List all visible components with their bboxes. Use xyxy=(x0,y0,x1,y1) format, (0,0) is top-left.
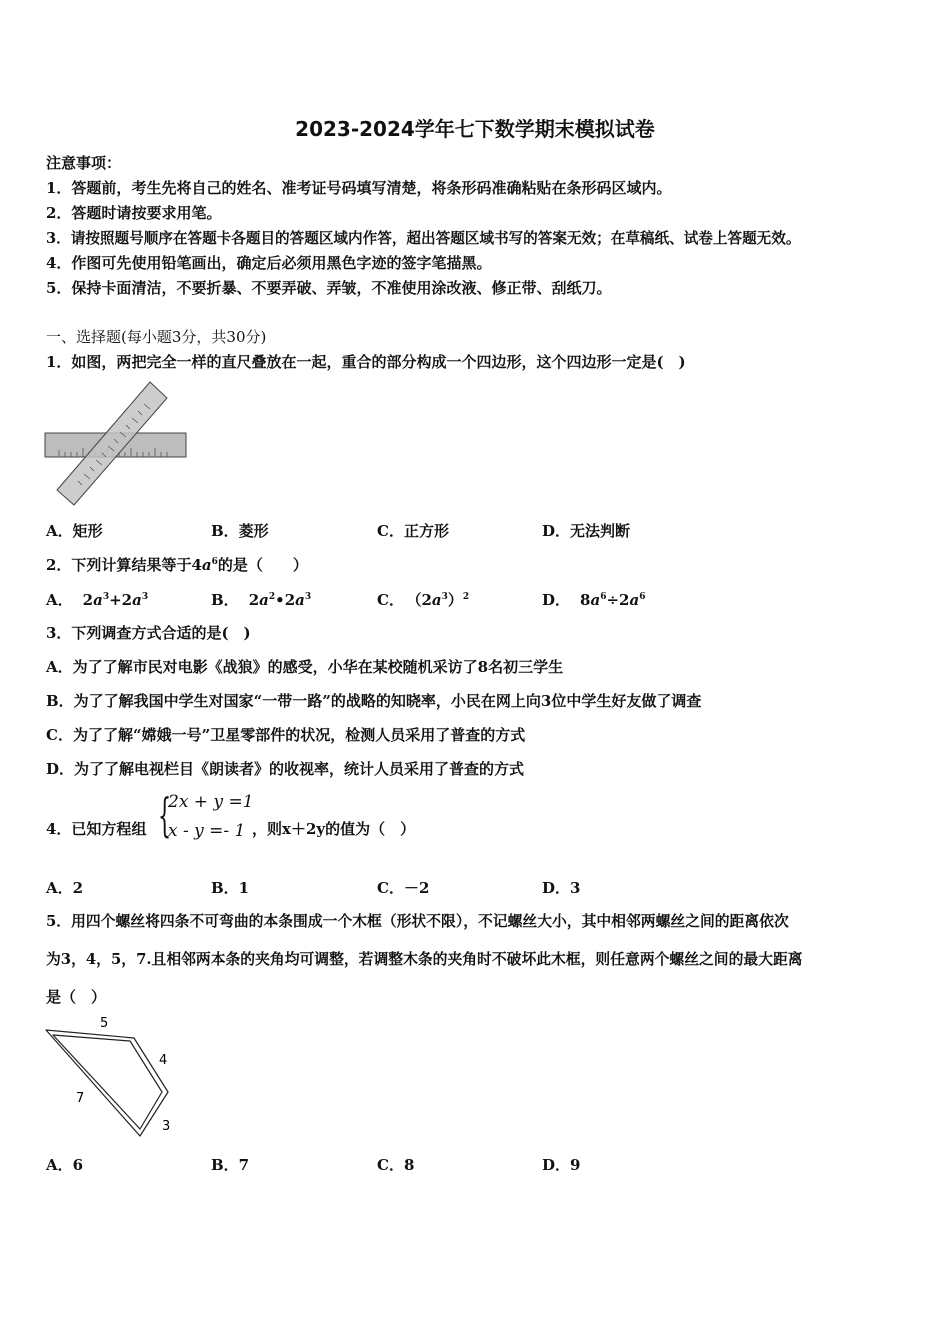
q4-option-b: B．1 xyxy=(211,879,250,897)
notice-heading: 注意事项： xyxy=(46,154,122,172)
frame-label-top: 5 xyxy=(100,1016,109,1031)
frame-label-left: 7 xyxy=(76,1091,85,1106)
question-5-line-1: 5．用四个螺丝将四条不可弯曲的本条围成一个木框（形状不限），不记螺丝大小，其中相邻两螺丝之间的距离依次 xyxy=(46,913,789,930)
q4-option-a: A．2 xyxy=(46,879,84,897)
question-4-stem-post: ，则x＋2y的值为（ ） xyxy=(252,820,416,838)
page-title: 2023-2024学年七下数学期末模拟试卷 xyxy=(295,117,655,141)
equation-1: 2x + y =1 xyxy=(168,792,254,812)
notice-item: 4．作图可先使用铅笔画出，确定后必须用黑色字迹的签字笔描黑。 xyxy=(46,254,492,272)
wooden-frame-figure xyxy=(40,1012,190,1140)
question-4-stem-pre: 4．已知方程组 xyxy=(46,820,147,838)
equation-2: x - y =- 1 xyxy=(168,821,246,841)
q5-option-a: A．6 xyxy=(46,1156,84,1174)
q2-option-a: A． $2a^3+2a^3$ xyxy=(46,591,149,609)
q5-option-b: B．7 xyxy=(211,1156,250,1174)
q5-option-d: D．9 xyxy=(542,1156,581,1174)
question-5-line-2: 为3，4，5，7.且相邻两本条的夹角均可调整，若调整木条的夹角时不破坏此木框，则任意两个螺丝之间的最大距离 xyxy=(46,951,803,968)
question-5-line-3: 是（ ） xyxy=(46,988,107,1006)
q1-option-b: B．菱形 xyxy=(211,522,269,540)
notice-item: 5．保持卡面清洁，不要折暴、不要弄破、弄皱，不准使用涂改液、修正带、刮纸刀。 xyxy=(46,279,612,297)
notice-item: 2．答题时请按要求用笔。 xyxy=(46,204,222,222)
frame-label-bottom: 3 xyxy=(162,1119,171,1134)
q3-option-a: A．为了了解市民对电影《战狼》的感受，小华在某校随机采访了8名初三学生 xyxy=(46,658,564,676)
q1-option-a: A．矩形 xyxy=(46,522,103,540)
q1-option-d: D．无法判断 xyxy=(542,522,631,540)
question-2-stem: 2．下列计算结果等于$4a^6$的是（ ） xyxy=(46,556,308,574)
q1-option-c: C．正方形 xyxy=(377,522,449,540)
notice-item: 1．答题前，考生先将自己的姓名、准考证号码填写清楚，将条形码准确粘贴在条形码区域内。 xyxy=(46,179,672,197)
brace-symbol: { xyxy=(158,788,172,842)
q2-option-d: D． $8a^6\div 2a^6$ xyxy=(542,591,646,609)
q2-option-b: B． $2a^2•2a^3$ xyxy=(211,591,312,609)
question-1-stem: 1．如图，两把完全一样的直尺叠放在一起，重合的部分构成一个四边形，这个四边形一定是( ) xyxy=(46,353,686,371)
question-3-stem: 3．下列调查方式合适的是( ) xyxy=(46,624,251,642)
q4-option-d: D．3 xyxy=(542,879,581,897)
rulers-figure xyxy=(44,380,190,508)
frame-label-right: 4 xyxy=(159,1053,168,1068)
section-heading: 一、选择题(每小题3分，共30分) xyxy=(46,328,267,346)
q3-option-b: B．为了了解我国中学生对国家“一带一路”的战略的知晓率，小民在网上向3位中学生好友做了调查 xyxy=(46,692,702,710)
q5-option-c: C．8 xyxy=(377,1156,415,1174)
q4-option-c: C．－2 xyxy=(377,879,430,897)
q3-option-c: C．为了了解“嫦娥一号”卫星零部件的状况，检测人员采用了普查的方式 xyxy=(46,726,526,744)
q2-option-c: C． $(2a^3)^2$ xyxy=(377,591,470,609)
q3-option-d: D．为了了解电视栏目《朗读者》的收视率，统计人员采用了普查的方式 xyxy=(46,760,525,778)
notice-item: 3．请按照题号顺序在答题卡各题目的答题区域内作答，超出答题区域书写的答案无效；在草稿纸、试卷上答题无效。 xyxy=(46,230,801,247)
